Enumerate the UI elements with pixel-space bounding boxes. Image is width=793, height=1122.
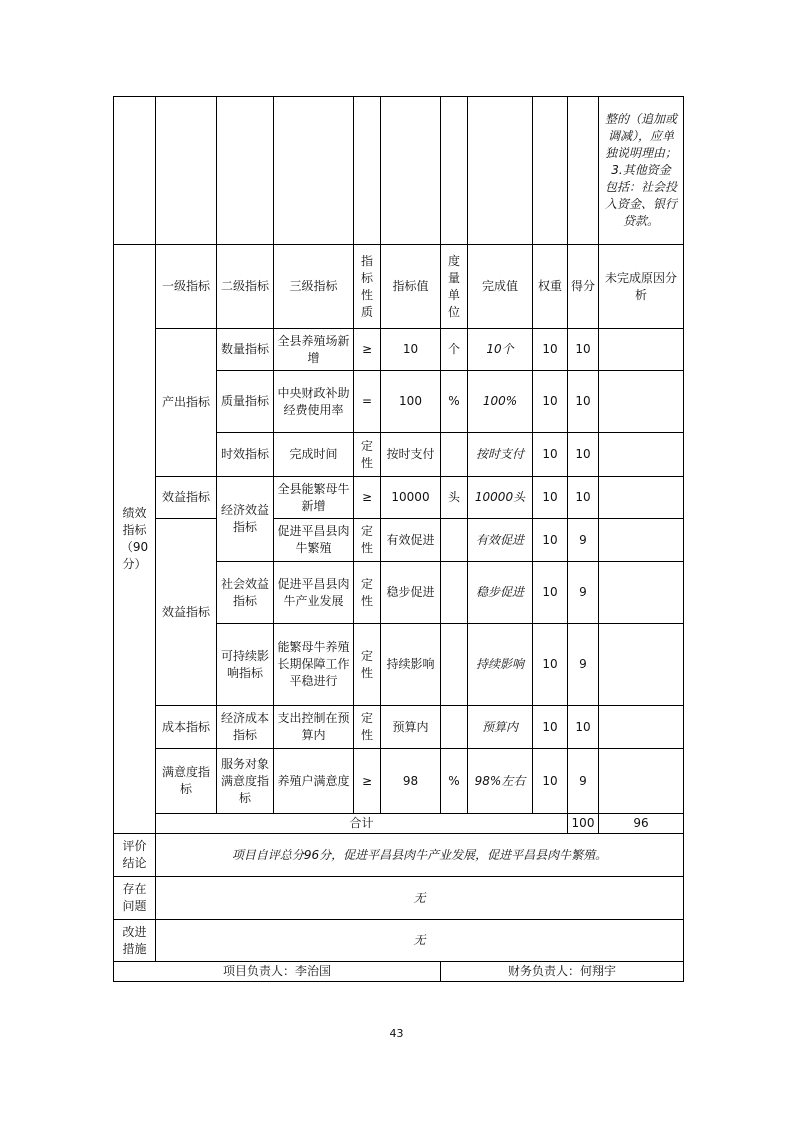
actual: 预算内: [468, 706, 533, 749]
l2-sustainable: 可持续影响指标: [217, 624, 274, 706]
reason: [599, 519, 684, 562]
unit: [441, 519, 468, 562]
measures-text: 无: [156, 920, 684, 962]
l1-output: 产出指标: [156, 329, 217, 477]
unit: %: [441, 749, 468, 814]
target: 稳步促进: [381, 562, 441, 624]
l1-cost: 成本指标: [156, 706, 217, 749]
nature: 定性: [354, 519, 381, 562]
l1-benefit-b: 效益指标: [156, 519, 217, 706]
finance-lead: 财务负责人：何翔宇: [441, 962, 684, 982]
measures-row: [114, 920, 684, 962]
funding-note: 整的（追加或 调减），应单 独说明理由； 3.其他资金 包括：社会投 入资金、银行 贷款。: [599, 97, 684, 245]
header-score: 得分: [568, 245, 599, 329]
evaluation-text: 项目自评总分96分，促进平昌县肉牛产业发展，促进平昌县肉牛繁殖。: [156, 834, 684, 877]
header-reason: 未完成原因分析: [599, 245, 684, 329]
actual: 持续影响: [468, 624, 533, 706]
l1-satisfaction: 满意度指标: [156, 749, 217, 814]
score: 9: [568, 749, 599, 814]
table-row: [114, 329, 684, 371]
l2-quality: 质量指标: [217, 371, 274, 433]
header-actual: 完成值: [468, 245, 533, 329]
reason: [599, 706, 684, 749]
actual: 有效促进: [468, 519, 533, 562]
indicator: 能繁母牛养殖长期保障工作平稳进行: [274, 624, 354, 706]
weight: 10: [533, 519, 568, 562]
weight: 10: [533, 562, 568, 624]
unit: [441, 562, 468, 624]
evaluation-row: [114, 834, 684, 877]
total-row: [114, 814, 684, 834]
table-row: [114, 706, 684, 749]
l2-econ-cost: 经济成本指标: [217, 706, 274, 749]
target: 10: [381, 329, 441, 371]
unit: %: [441, 371, 468, 433]
nature: 定性: [354, 706, 381, 749]
actual: 按时支付: [468, 433, 533, 477]
actual: 98%左右: [468, 749, 533, 814]
l2-social: 社会效益指标: [217, 562, 274, 624]
performance-table: [113, 96, 684, 982]
problems-label: 存在问题: [114, 877, 156, 920]
table-row: [114, 519, 684, 562]
l2-quantity: 数量指标: [217, 329, 274, 371]
total-score: 96: [599, 814, 684, 834]
indicator: 全县养殖场新增: [274, 329, 354, 371]
weight: 10: [533, 749, 568, 814]
weight: 10: [533, 477, 568, 519]
evaluation-label: 评价结论: [114, 834, 156, 877]
unit: 个: [441, 329, 468, 371]
reason: [599, 371, 684, 433]
section-label: 绩效 指标 （90 分）: [114, 245, 156, 834]
unit: [441, 433, 468, 477]
l2-time: 时效指标: [217, 433, 274, 477]
actual: 稳步促进: [468, 562, 533, 624]
score: 10: [568, 371, 599, 433]
nature: =: [354, 371, 381, 433]
score: 10: [568, 433, 599, 477]
continuation-row: [114, 97, 684, 245]
indicator: 中央财政补助经费使用率: [274, 371, 354, 433]
header-unit: 度量单位: [441, 245, 468, 329]
nature: ≥: [354, 477, 381, 519]
weight: 10: [533, 371, 568, 433]
total-label: 合计: [156, 814, 568, 834]
score: 10: [568, 329, 599, 371]
indicator: 支出控制在预算内: [274, 706, 354, 749]
project-lead: 项目负责人：李治国: [114, 962, 441, 982]
l1-benefit-a: 效益指标: [156, 477, 217, 519]
nature: 定性: [354, 433, 381, 477]
target: 100: [381, 371, 441, 433]
nature: 定性: [354, 562, 381, 624]
actual: 10个: [468, 329, 533, 371]
target: 预算内: [381, 706, 441, 749]
page-number: 43: [389, 1027, 404, 1040]
target: 按时支付: [381, 433, 441, 477]
indicator: 养殖户满意度: [274, 749, 354, 814]
weight: 10: [533, 706, 568, 749]
unit: 头: [441, 477, 468, 519]
header-level3: 三级指标: [274, 245, 354, 329]
weight: 10: [533, 329, 568, 371]
indicator: 促进平昌县肉牛产业发展: [274, 562, 354, 624]
indicator: 促进平昌县肉牛繁殖: [274, 519, 354, 562]
measures-label: 改进措施: [114, 920, 156, 962]
header-level1: 一级指标: [156, 245, 217, 329]
weight: 10: [533, 433, 568, 477]
actual: 100%: [468, 371, 533, 433]
target: 有效促进: [381, 519, 441, 562]
target: 98: [381, 749, 441, 814]
reason: [599, 749, 684, 814]
header-weight: 权重: [533, 245, 568, 329]
score: 9: [568, 562, 599, 624]
unit: [441, 706, 468, 749]
table-row: [114, 477, 684, 519]
reason: [599, 562, 684, 624]
footer-row: [114, 962, 684, 982]
header-row: [114, 245, 684, 329]
reason: [599, 433, 684, 477]
weight: 10: [533, 624, 568, 706]
target: 持续影响: [381, 624, 441, 706]
problems-text: 无: [156, 877, 684, 920]
target: 10000: [381, 477, 441, 519]
nature: ≥: [354, 329, 381, 371]
score: 9: [568, 624, 599, 706]
reason: [599, 329, 684, 371]
unit: [441, 624, 468, 706]
total-weight: 100: [568, 814, 599, 834]
table-row: [114, 749, 684, 814]
l2-economic: 经济效益指标: [217, 477, 274, 562]
reason: [599, 477, 684, 519]
nature: ≥: [354, 749, 381, 814]
l2-service: 服务对象满意度指标: [217, 749, 274, 814]
nature: 定性: [354, 624, 381, 706]
problems-row: [114, 877, 684, 920]
score: 10: [568, 477, 599, 519]
score: 9: [568, 519, 599, 562]
indicator: 完成时间: [274, 433, 354, 477]
score: 10: [568, 706, 599, 749]
reason: [599, 624, 684, 706]
header-target: 指标值: [381, 245, 441, 329]
header-level2: 二级指标: [217, 245, 274, 329]
header-nature: 指标性质: [354, 245, 381, 329]
indicator: 全县能繁母牛新增: [274, 477, 354, 519]
actual: 10000头: [468, 477, 533, 519]
